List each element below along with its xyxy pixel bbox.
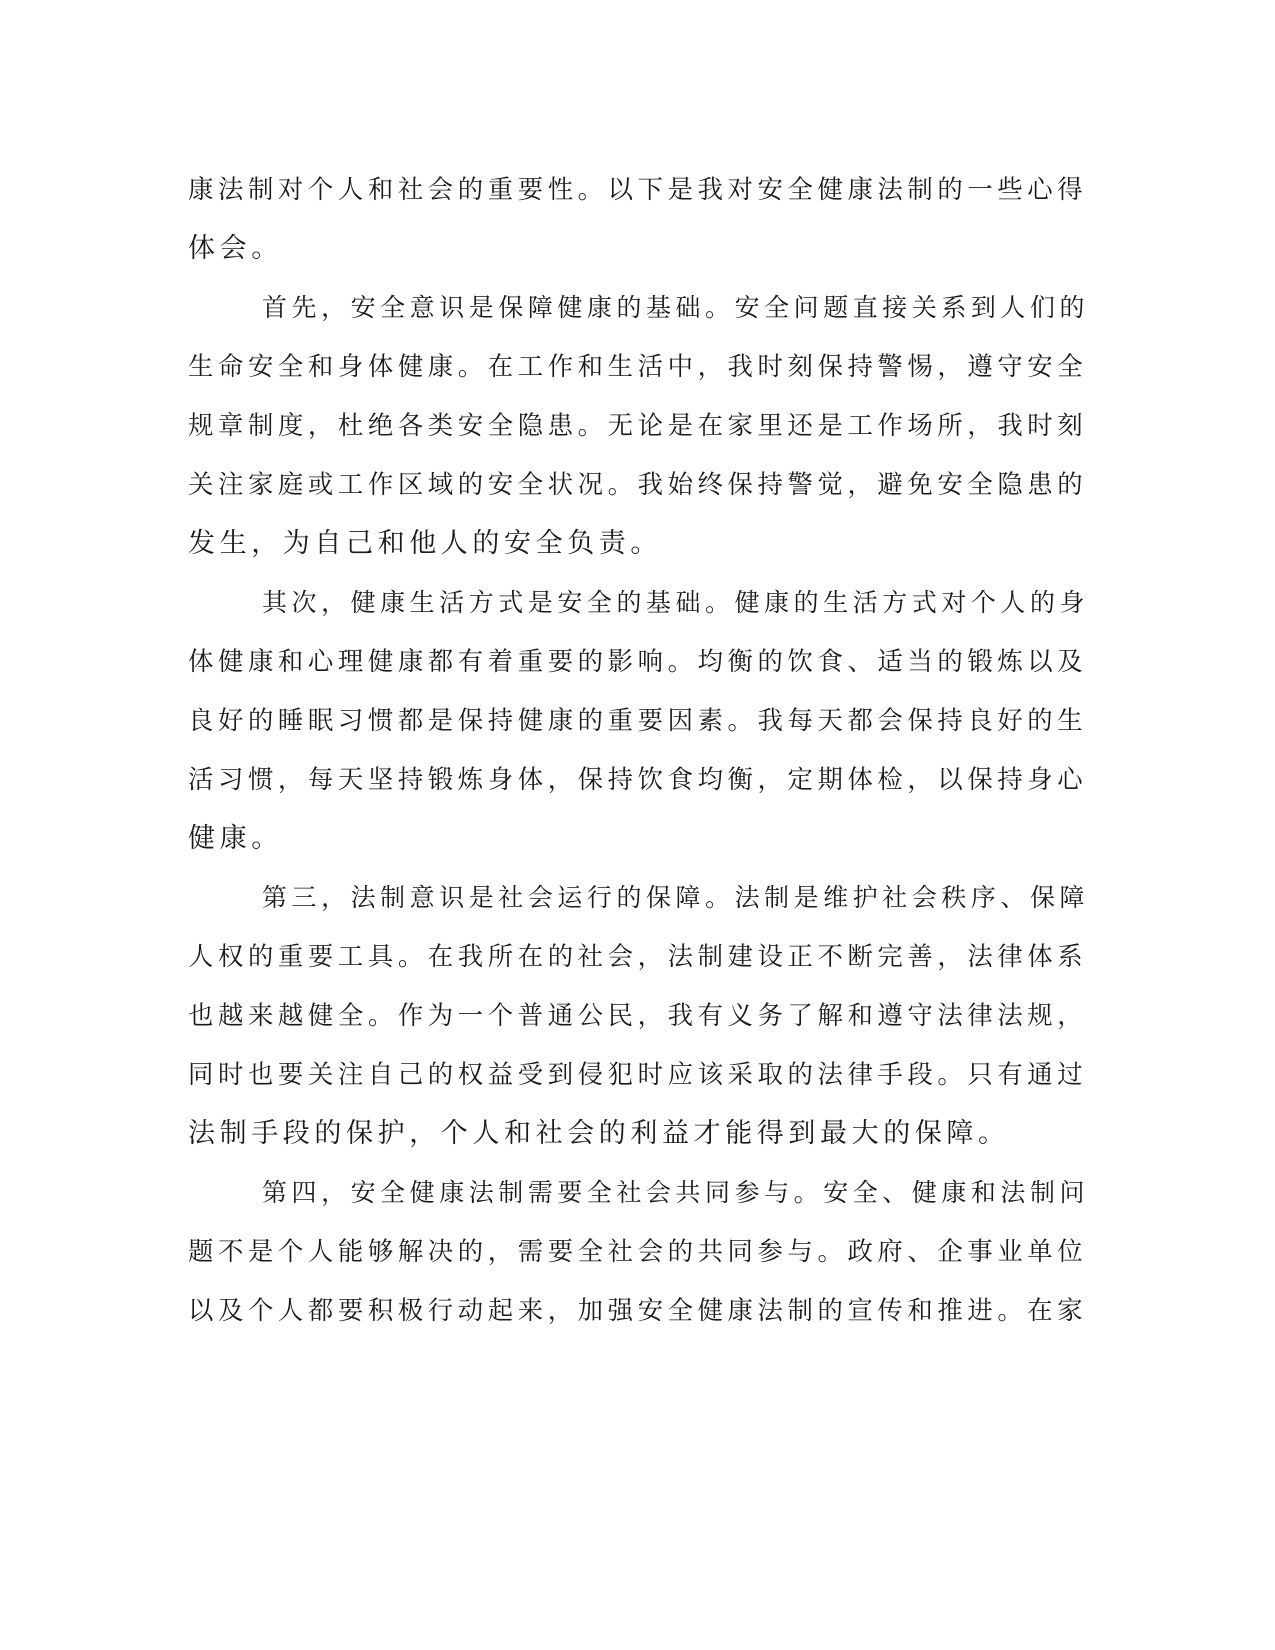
paragraph-first-line: 其次，健康生活方式是安全的基础。健康的生活方式对个人的身 [262,588,1090,617]
text-line: 康法制对个人和社会的重要性。以下是我对安全健康法制的一些心得 [188,174,1088,204]
text-line: 题不是个人能够解决的，需要全社会的共同参与。政府、企事业单位 [188,1236,1088,1266]
text-line: 法制手段的保护，个人和社会的利益才能得到最大的保障。 [188,1118,1010,1149]
paragraph-first-line: 首先，安全意识是保障健康的基础。安全问题直接关系到人们的 [262,293,1090,322]
paragraph-first-line: 第三，法制意识是社会运行的保障。法制是维护社会秩序、保障 [262,883,1090,912]
text-line: 良好的睡眠习惯都是保持健康的重要因素。我每天都会保持良好的生 [188,705,1088,735]
text-line: 人权的重要工具。在我所在的社会，法制建设正不断完善，法律体系 [188,941,1088,971]
text-line: 以及个人都要积极行动起来，加强安全健康法制的宣传和推进。在家 [188,1295,1088,1325]
text-line: 体会。 [188,233,283,264]
text-line: 关注家庭或工作区域的安全状况。我始终保持警觉，避免安全隐患的 [188,469,1088,499]
paragraph-first-line: 第四，安全健康法制需要全社会共同参与。安全、健康和法制问 [262,1178,1090,1207]
text-line: 规章制度，杜绝各类安全隐患。无论是在家里还是工作场所，我时刻 [188,410,1088,440]
text-line: 同时也要关注自己的权益受到侵犯时应该采取的法律手段。只有通过 [188,1059,1088,1089]
text-line: 活习惯，每天坚持锻炼身体，保持饮食均衡，定期体检，以保持身心 [188,764,1088,794]
text-line: 体健康和心理健康都有着重要的影响。均衡的饮食、适当的锻炼以及 [188,646,1088,676]
document-body [188,160,1088,1340]
text-line: 也越来越健全。作为一个普通公民，我有义务了解和遵守法律法规， [188,1000,1088,1030]
text-line: 健康。 [188,823,283,854]
text-line: 生命安全和身体健康。在工作和生活中，我时刻保持警惕，遵守安全 [188,351,1088,381]
text-line: 发生，为自己和他人的安全负责。 [188,528,662,559]
